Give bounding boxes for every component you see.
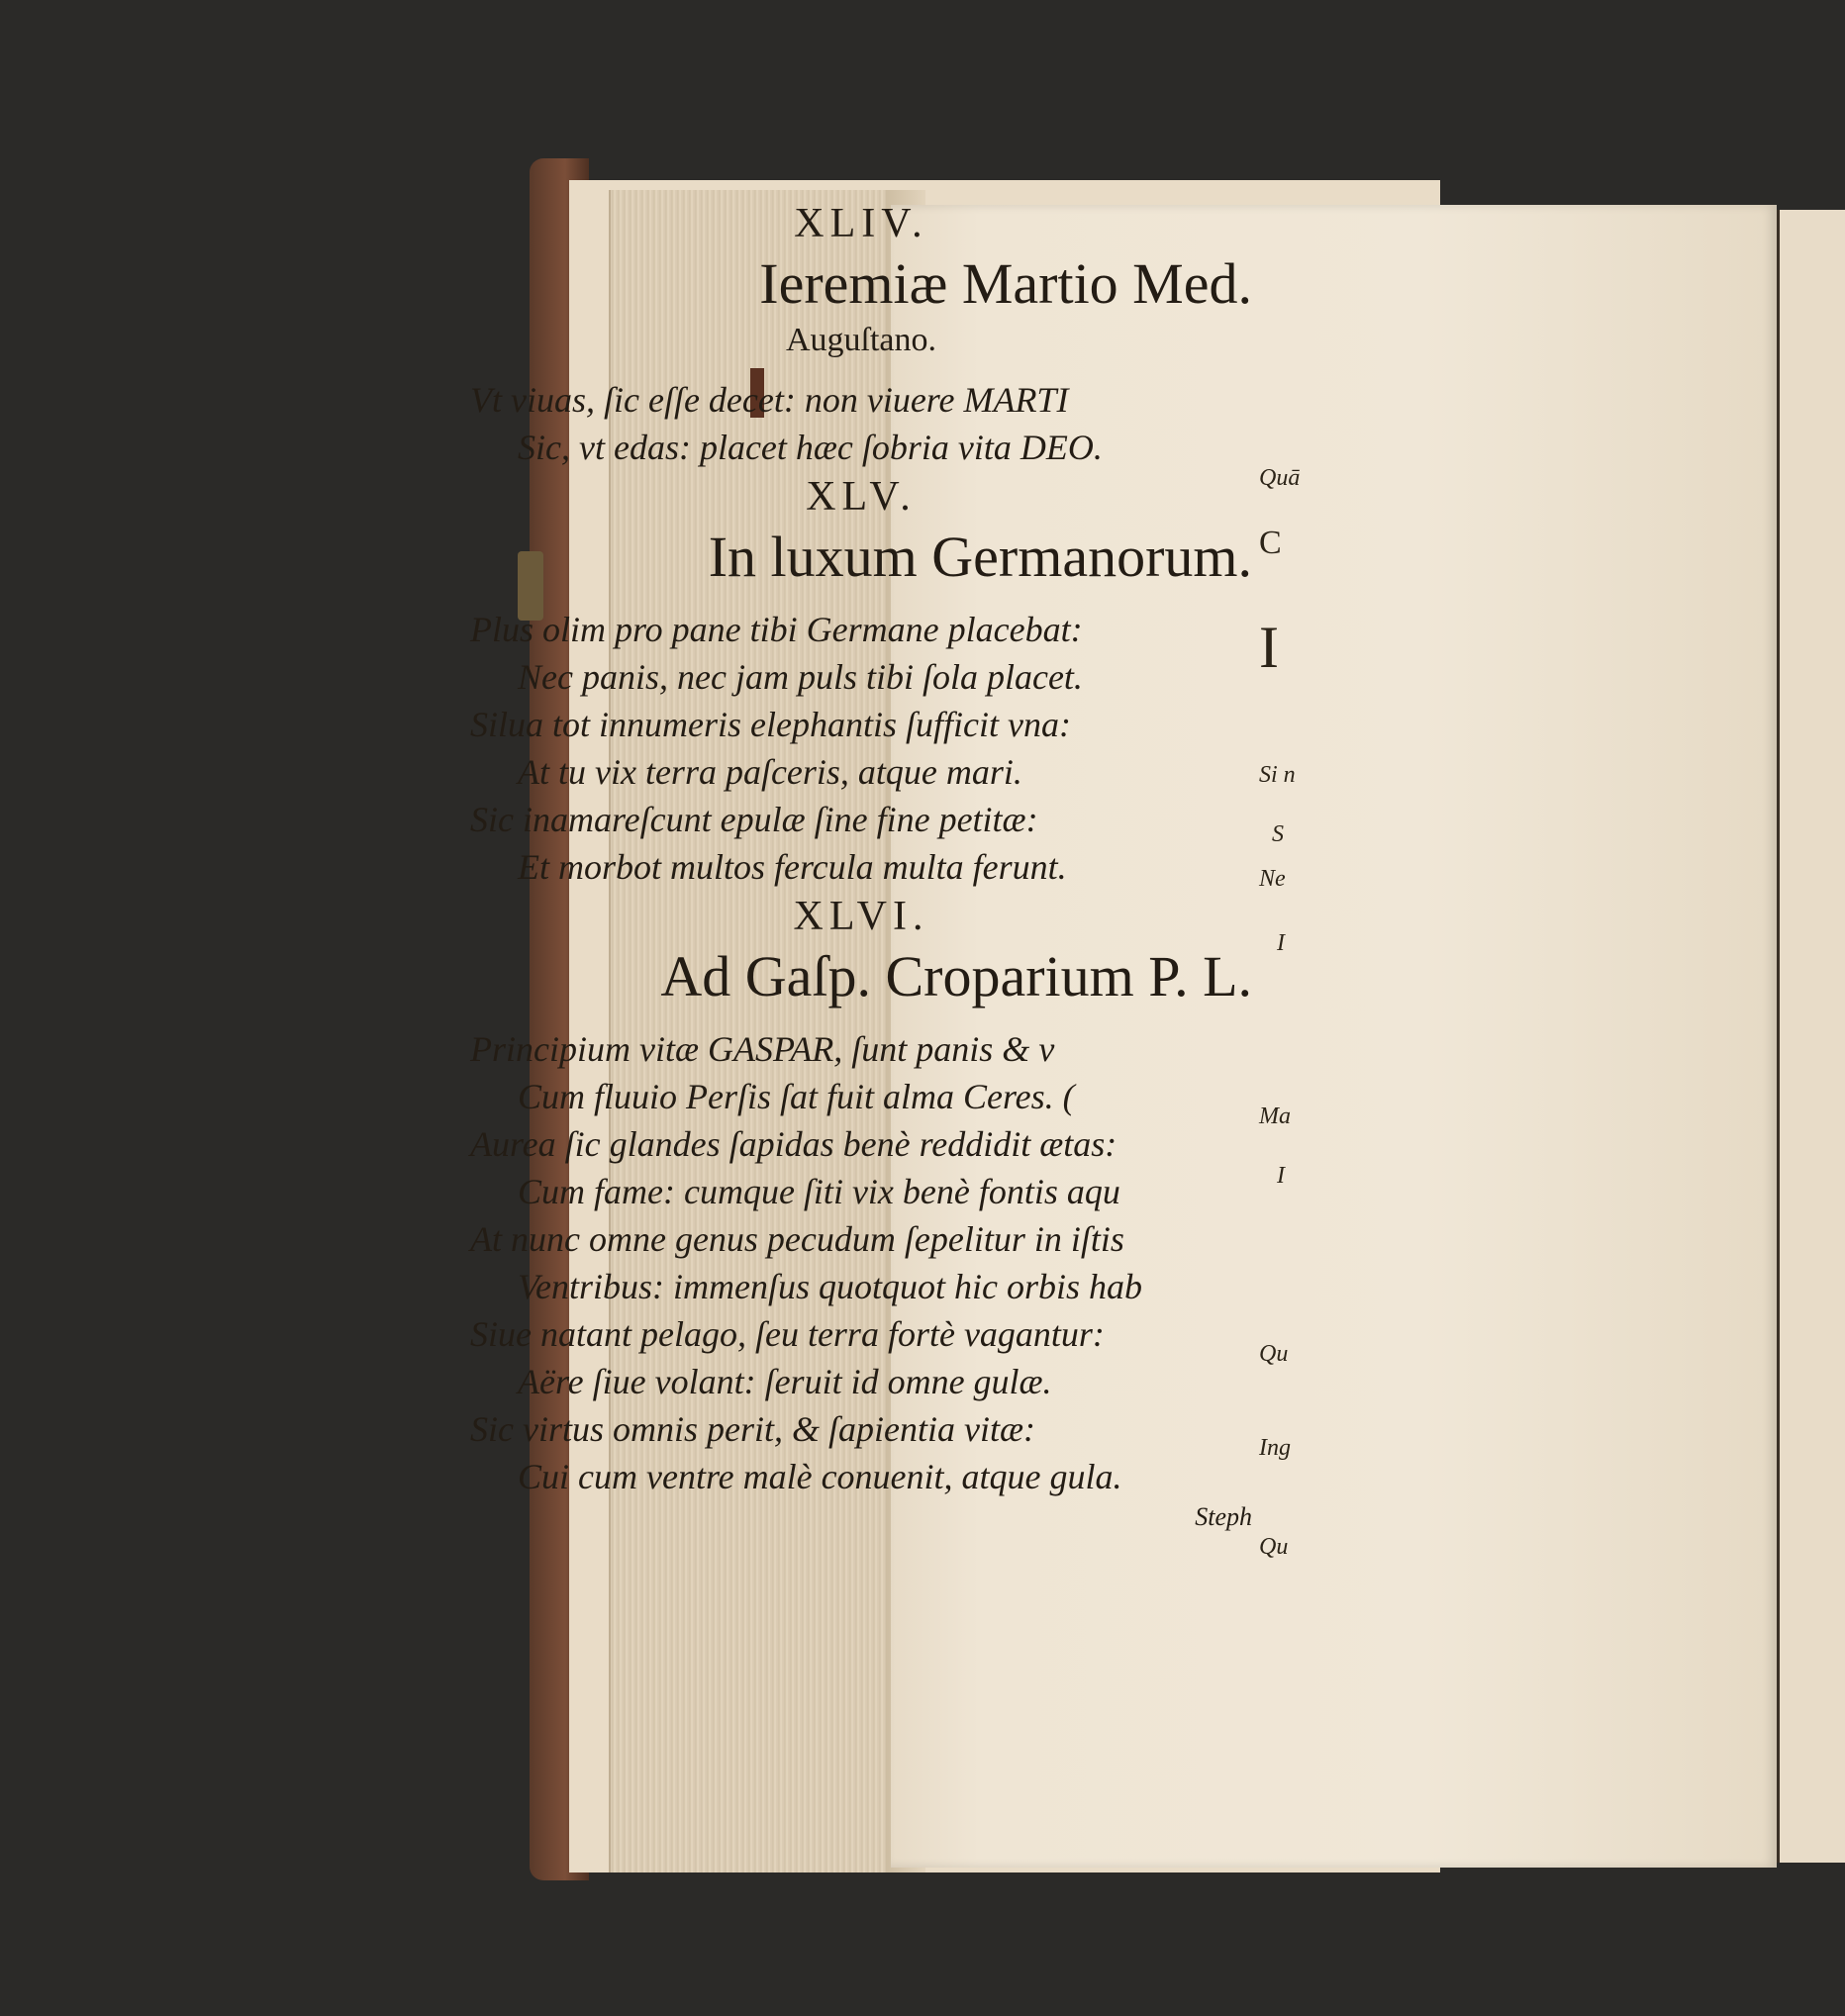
verse-line: Silua tot innumeris elephantis ſufficit vna: (470, 705, 1071, 744)
adjacent-fragment: Ma (1259, 1104, 1291, 1129)
epigram-number: XLIV. (794, 201, 928, 246)
adjacent-fragment: Qu (1259, 1341, 1289, 1367)
verse-line: Cum fluuio Perſis ſat fuit alma Ceres. ( (518, 1077, 1075, 1116)
epigram-subtitle: Auguſtano. (785, 322, 937, 358)
epigram-title: In luxum Germanorum. (708, 525, 1252, 589)
verse-line: At nunc omne genus pecudum ſepelitur in iſtis (470, 1219, 1124, 1259)
adjacent-fragment: C (1259, 525, 1282, 561)
adjacent-fragment: I (1277, 930, 1285, 956)
verse-line: Aurea ſic glandes ſapidas benè reddidit ætas: (470, 1124, 1117, 1164)
verse-line: Sic, vt edas: placet hæc ſobria vita DEO. (518, 428, 1103, 467)
adjacent-fragment: Ne (1259, 866, 1286, 892)
adjacent-fragment: Qu (1259, 1534, 1289, 1560)
adjacent-fragment: Ing (1259, 1435, 1291, 1461)
verse-line: Aëre ſiue volant: ſeruit id omne gulæ. (518, 1362, 1052, 1401)
adjacent-fragment: Si n (1259, 762, 1296, 788)
epigram-title: Ad Gaſp. Croparium P. L. (660, 944, 1252, 1008)
verse-line: Sic virtus omnis perit, & ſapientia vitæ: (470, 1409, 1035, 1449)
page-text (470, 198, 1252, 1532)
verse-line: Sic inamareſcunt epulæ ſine fine petitæ: (470, 800, 1038, 839)
adjacent-fragment: Quā (1259, 465, 1301, 491)
epigram-number: XLV. (806, 474, 917, 520)
verse-line: Cum fame: cumque ſiti vix benè fontis aqu (518, 1172, 1120, 1211)
verse-line: Siue natant pelago, ſeu terra fortè vagantur: (470, 1314, 1105, 1354)
adjacent-fragment: I (1259, 615, 1279, 680)
verse-line: Plus olim pro pane tibi Germane placebat: (470, 610, 1083, 649)
verse-line: At tu vix terra paſceris, atque mari. (518, 752, 1022, 792)
verse-line: Principium vitæ GASPAR, ſunt panis & v (470, 1029, 1055, 1069)
verse-line: Nec panis, nec jam puls tibi ſola placet. (518, 657, 1083, 697)
adjacent-fragment: S (1272, 821, 1284, 847)
epigram-number: XLVI. (793, 894, 929, 939)
verse-line: Et morbot multos fercula multa ferunt. (518, 847, 1067, 887)
adjacent-page (1777, 210, 1845, 1863)
verse-line: Ventribus: immenſus quotquot hic orbis hab (518, 1267, 1142, 1306)
verse-line: Cui cum ventre malè conuenit, atque gula. (518, 1457, 1122, 1496)
adjacent-fragment: I (1277, 1163, 1285, 1189)
catchword: Steph (1195, 1502, 1252, 1531)
verse-line: Vt viuas, ſic eſſe decet: non viuere MARTI (470, 380, 1069, 420)
epigram-title: Ieremiæ Martio Med. (759, 251, 1252, 316)
